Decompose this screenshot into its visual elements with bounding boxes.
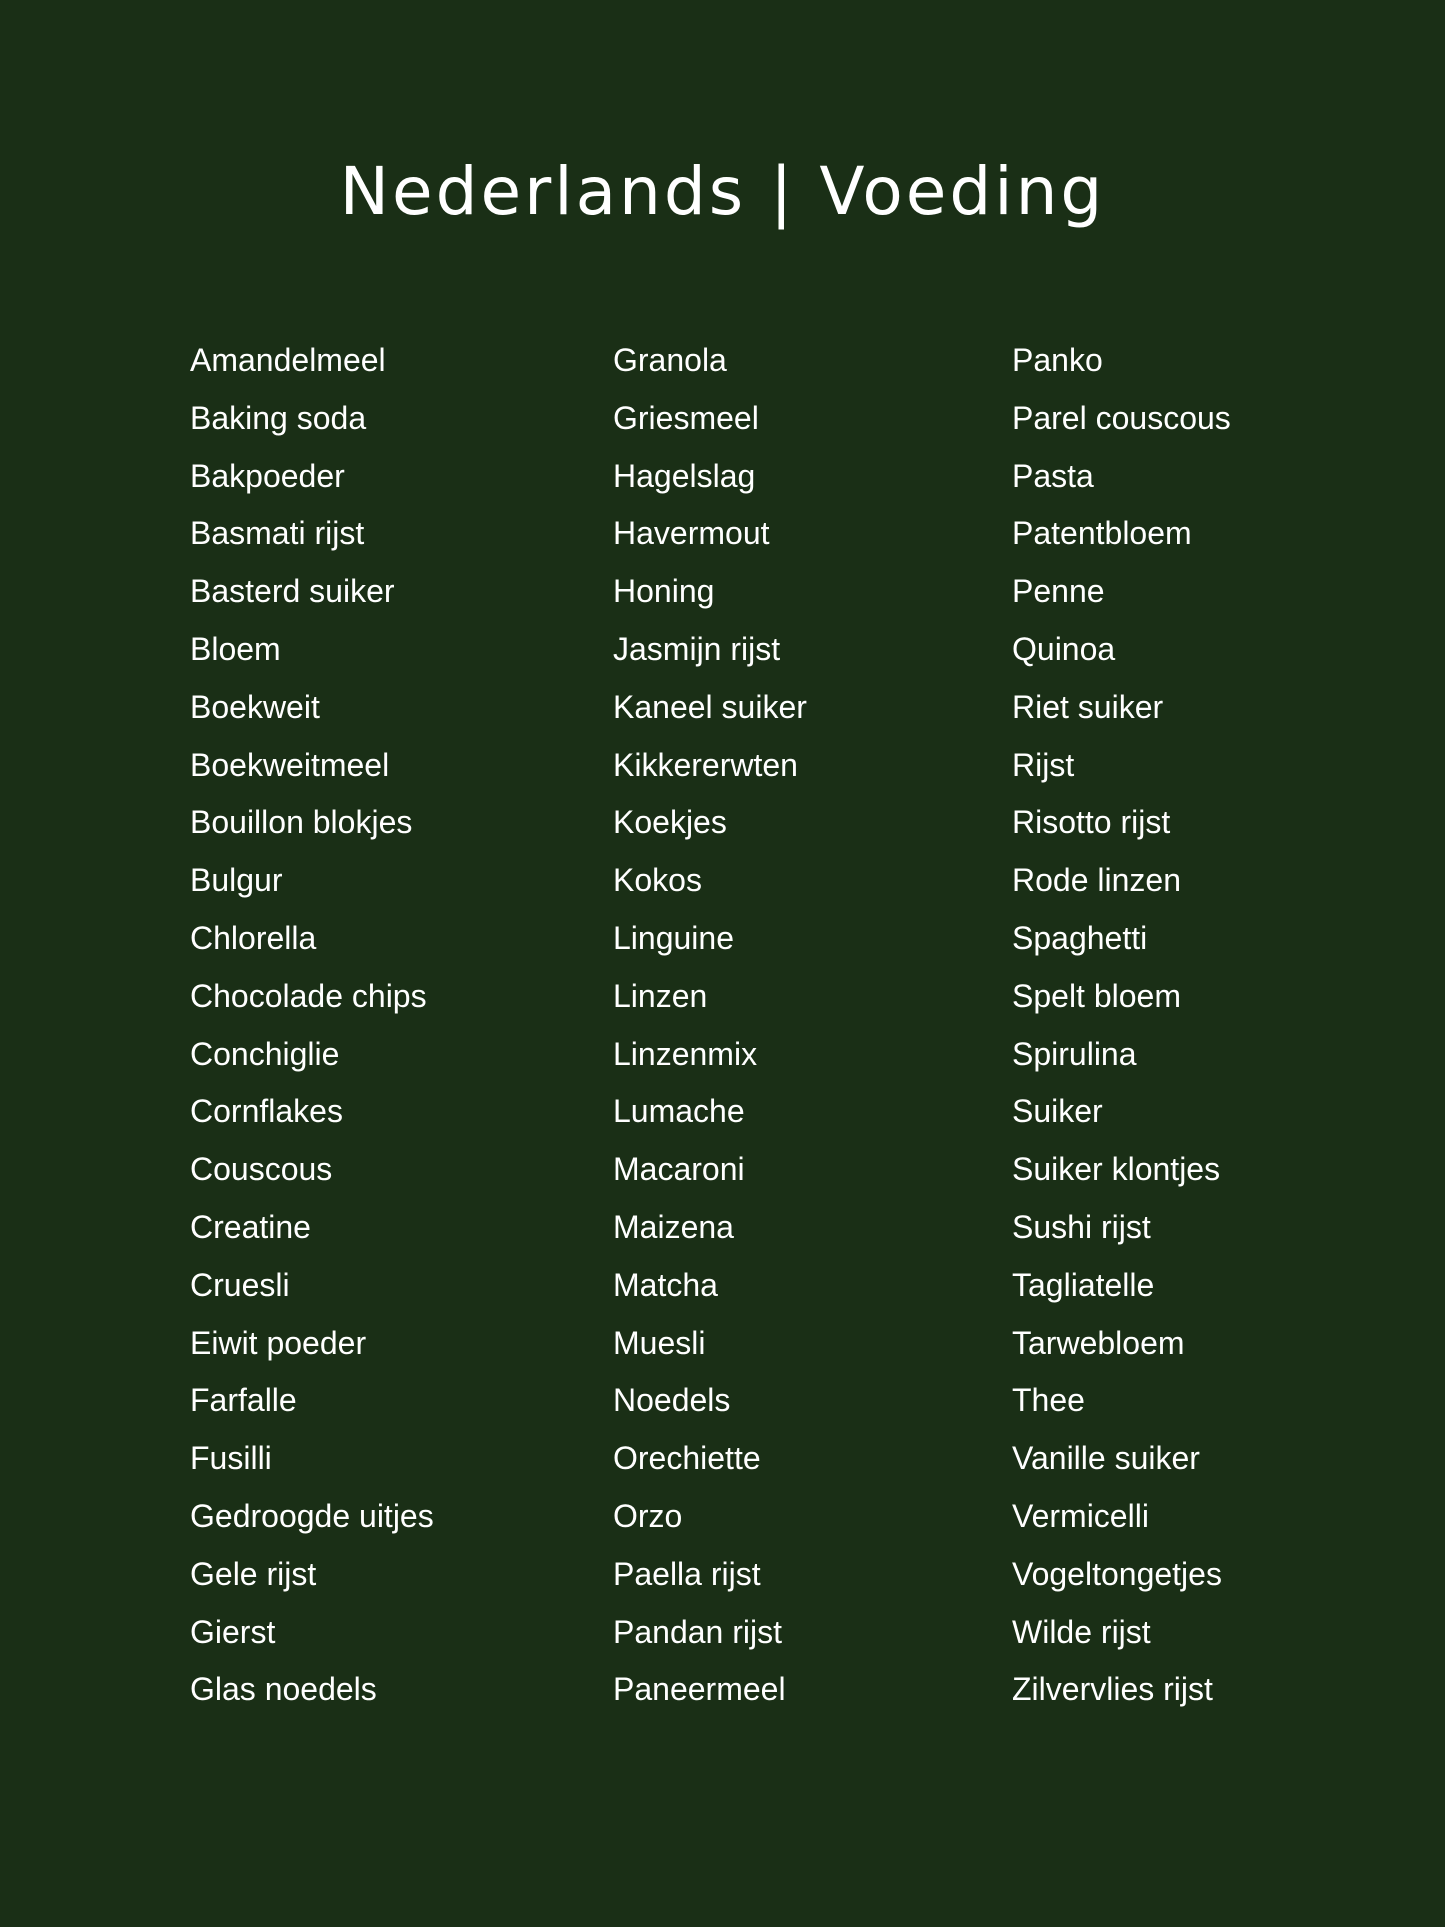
list-item: Pandan rijst [613, 1613, 782, 1650]
list-item: Griesmeel [613, 399, 759, 436]
list-item: Riet suiker [1012, 688, 1164, 725]
list-item: Kokos [613, 862, 702, 899]
list-item: Linzenmix [613, 1035, 758, 1072]
word-column-3 [1012, 332, 1231, 1719]
list-item: Paella rijst [613, 1555, 761, 1592]
word-column-1 [190, 332, 434, 1719]
list-item: Rode linzen [1012, 862, 1181, 899]
list-item: Sushi rijst [1012, 1208, 1151, 1245]
list-item: Lumache [613, 1093, 745, 1130]
list-item: Parel couscous [1012, 399, 1231, 436]
page-title: Nederlands | Voeding [339, 153, 1106, 230]
list-item: Kikkererwten [613, 746, 798, 783]
list-item: Boekweitmeel [190, 746, 390, 783]
list-item: Bouillon blokjes [190, 804, 413, 841]
list-item: Spaghetti [1012, 919, 1148, 956]
list-item: Paneermeel [613, 1671, 786, 1708]
list-item: Noedels [613, 1382, 731, 1419]
list-item: Vanille suiker [1012, 1440, 1200, 1477]
list-item: Suiker klontjes [1012, 1151, 1221, 1188]
list-item: Boekweit [190, 688, 320, 725]
list-item: Creatine [190, 1208, 311, 1245]
list-item: Suiker [1012, 1093, 1103, 1130]
list-item: Basterd suiker [190, 573, 395, 610]
list-item: Orechiette [613, 1440, 761, 1477]
list-item: Tagliatelle [1012, 1266, 1155, 1303]
list-item: Granola [613, 342, 727, 378]
list-item: Panko [1012, 342, 1103, 378]
list-item: Vermicelli [1012, 1497, 1149, 1534]
list-item: Honing [613, 573, 715, 610]
list-item: Kaneel suiker [613, 688, 807, 725]
list-item: Penne [1012, 573, 1105, 610]
list-item: Tarwebloem [1012, 1324, 1185, 1361]
list-item: Koekjes [613, 804, 727, 841]
list-item: Fusilli [190, 1440, 272, 1477]
list-item: Gedroogde uitjes [190, 1497, 434, 1534]
list-item: Eiwit poeder [190, 1324, 367, 1361]
list-item: Quinoa [1012, 630, 1116, 667]
list-item: Hagelslag [613, 457, 756, 494]
list-item: Matcha [613, 1266, 718, 1303]
word-column-2 [613, 332, 807, 1719]
list-item: Pasta [1012, 457, 1094, 494]
list-item: Gele rijst [190, 1555, 317, 1592]
list-item: Couscous [190, 1151, 333, 1188]
list-item: Farfalle [190, 1382, 297, 1419]
list-item: Gierst [190, 1613, 276, 1650]
list-item: Cruesli [190, 1266, 290, 1303]
list-item: Bloem [190, 630, 281, 667]
list-item: Chlorella [190, 919, 317, 956]
list-item: Bulgur [190, 862, 283, 899]
list-item: Spirulina [1012, 1035, 1137, 1072]
list-item: Wilde rijst [1012, 1613, 1151, 1650]
list-item: Amandelmeel [190, 342, 386, 378]
list-item: Bakpoeder [190, 457, 345, 494]
list-item: Chocolade chips [190, 977, 427, 1014]
list-item: Havermout [613, 515, 770, 552]
list-item: Macaroni [613, 1151, 745, 1188]
list-item: Conchiglie [190, 1035, 340, 1072]
list-item: Zilvervlies rijst [1012, 1671, 1213, 1708]
list-item: Basmati rijst [190, 515, 365, 552]
list-item: Muesli [613, 1324, 706, 1361]
list-item: Glas noedels [190, 1671, 377, 1708]
list-item: Jasmijn rijst [613, 630, 781, 667]
list-item: Risotto rijst [1012, 804, 1171, 841]
list-item: Patentbloem [1012, 515, 1192, 552]
list-item: Linzen [613, 977, 708, 1014]
list-item: Thee [1012, 1382, 1085, 1419]
list-item: Vogeltongetjes [1012, 1555, 1222, 1592]
list-item: Linguine [613, 919, 734, 956]
list-item: Rijst [1012, 746, 1075, 783]
list-item: Spelt bloem [1012, 977, 1181, 1014]
list-item: Orzo [613, 1497, 683, 1534]
list-item: Cornflakes [190, 1093, 343, 1130]
list-item: Baking soda [190, 399, 367, 436]
list-item: Maizena [613, 1208, 734, 1245]
